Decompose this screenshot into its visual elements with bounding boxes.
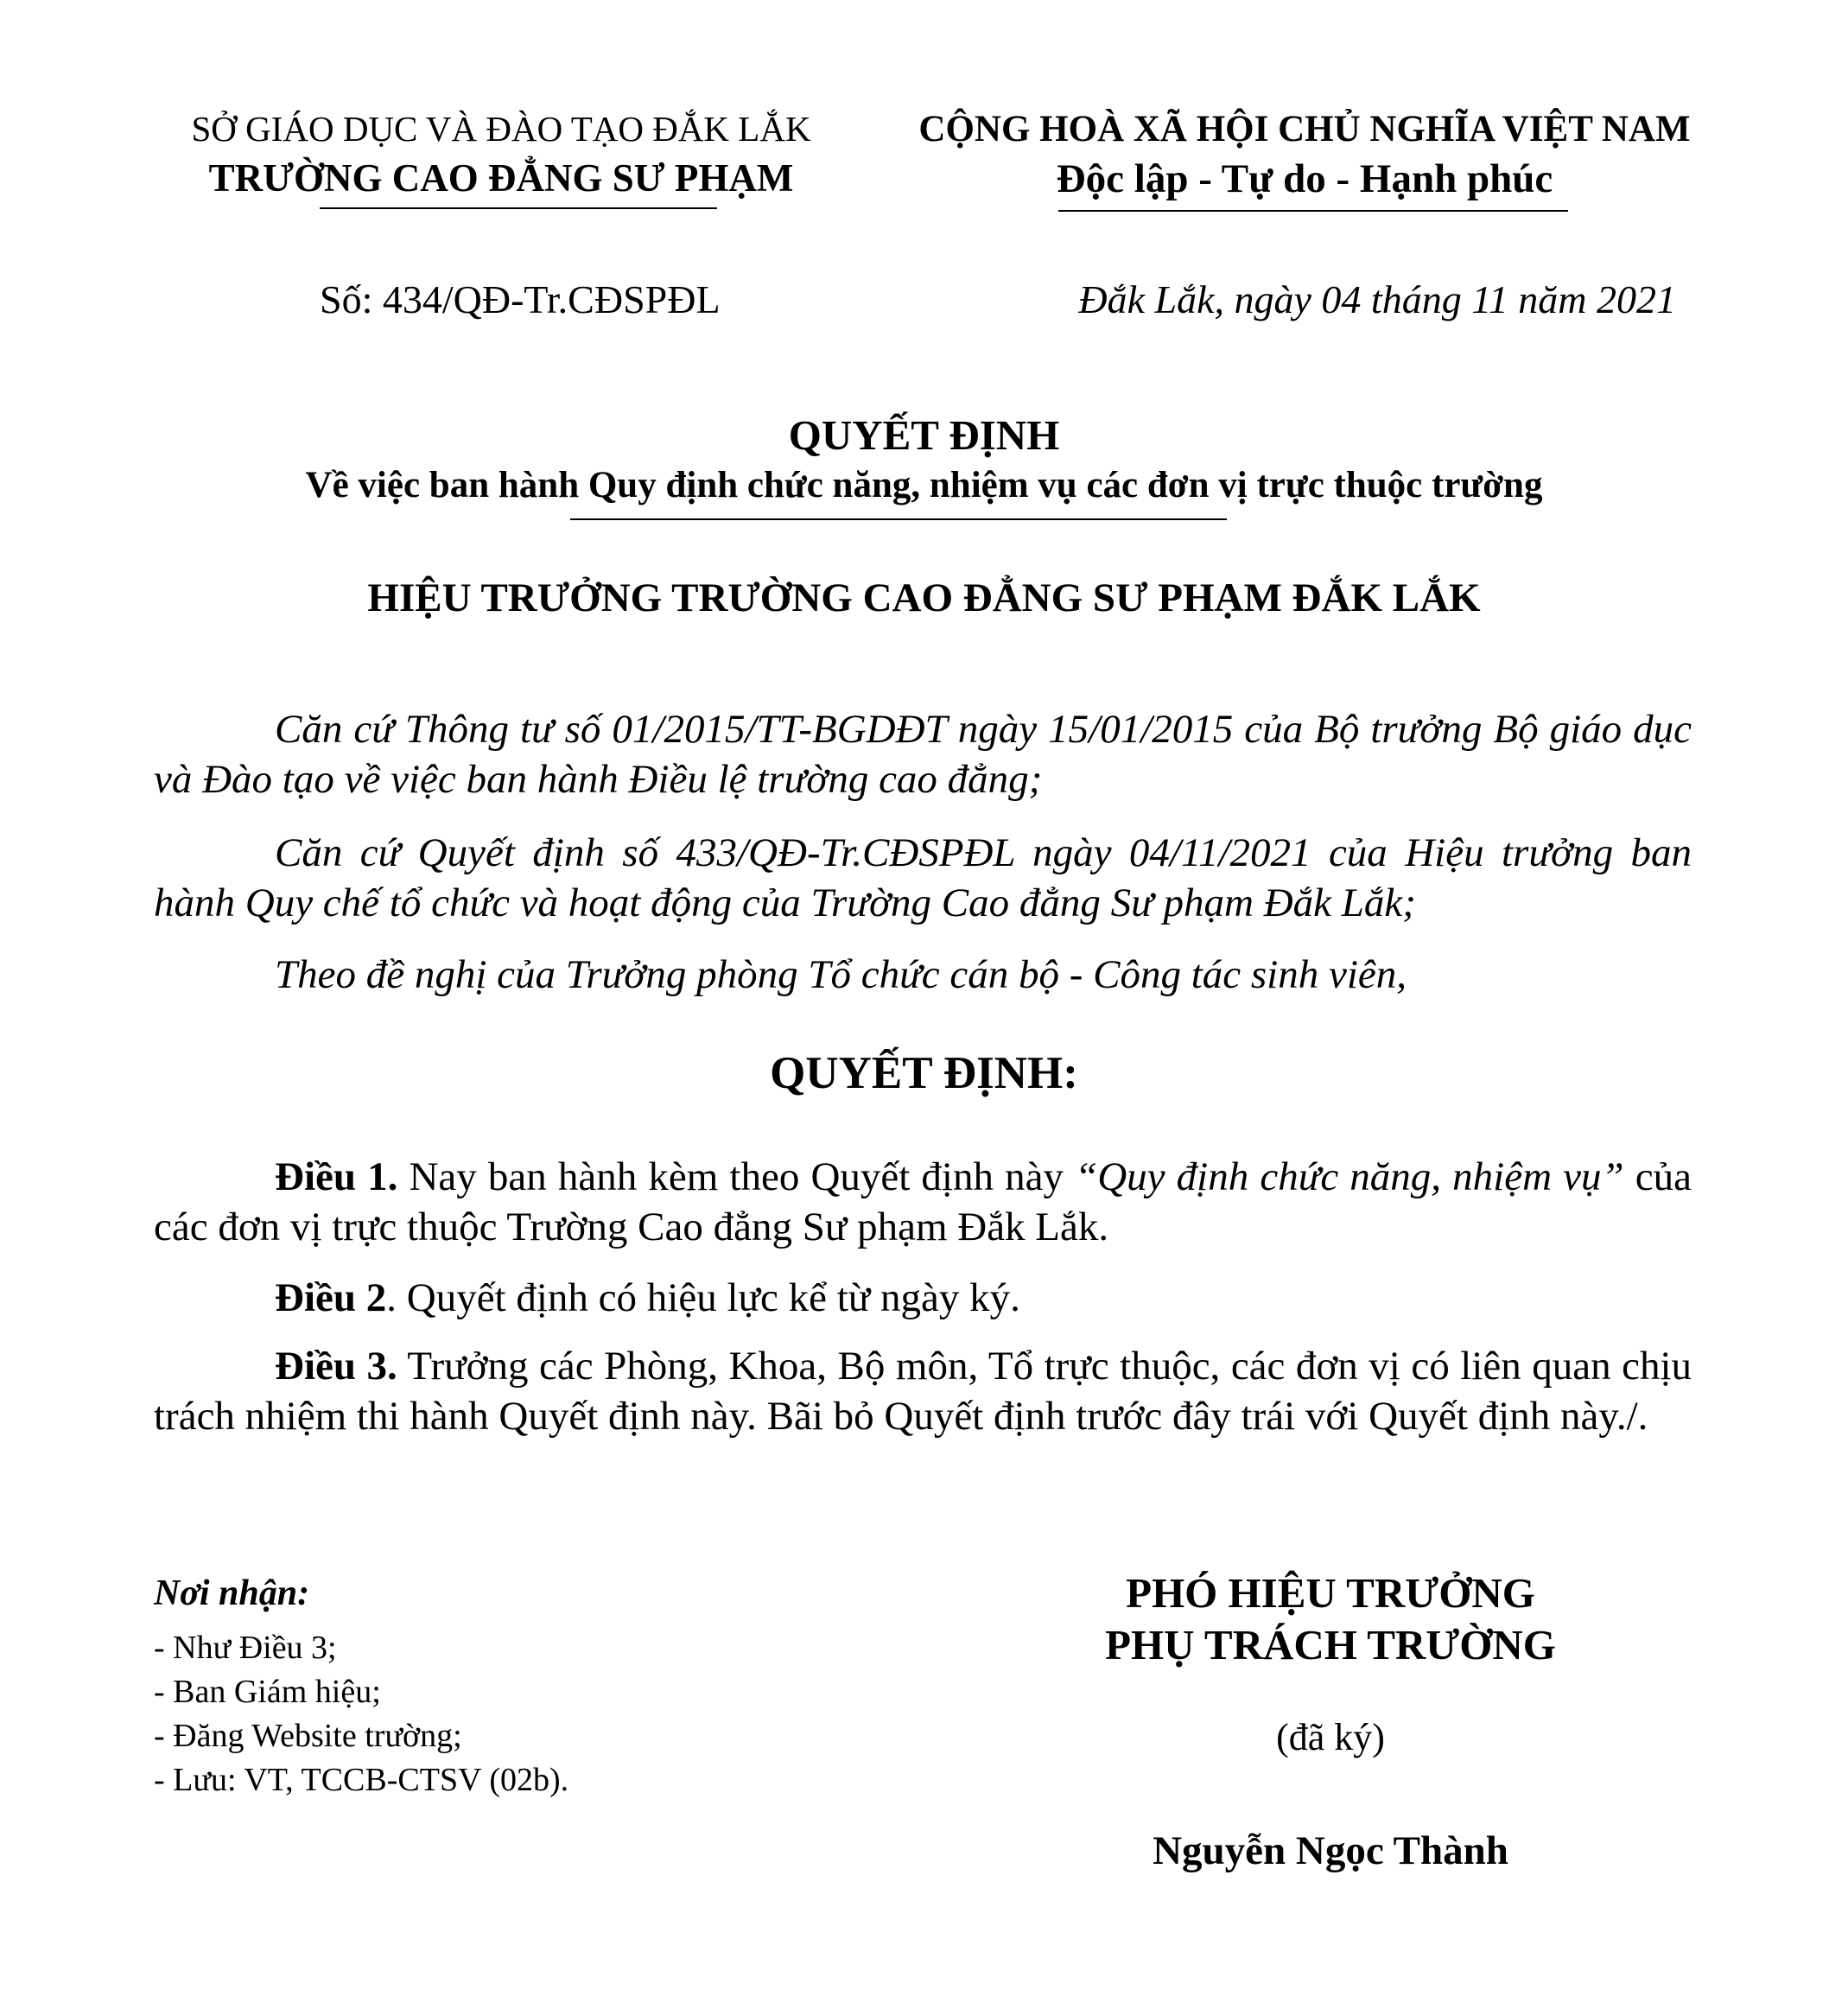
document-subtitle: Về việc ban hành Quy định chức năng, nhiệm vụ các đơn vị trực thuộc trường <box>305 465 1543 505</box>
recipients-title: Nơi nhận: <box>154 1573 310 1613</box>
recipient-item: - Đăng Website trường; <box>154 1718 462 1754</box>
document-title: QUYẾT ĐỊNH <box>788 411 1060 459</box>
signer-position-line2: PHỤ TRÁCH TRƯỜNG <box>1105 1621 1556 1669</box>
document-number: Số: 434/QĐ-Tr.CĐSPĐL <box>320 277 721 321</box>
issuing-school: TRƯỜNG CAO ĐẲNG SƯ PHẠM <box>208 156 794 200</box>
article-1-quote: “Quy định chức năng, nhiệm vụ” <box>1075 1154 1624 1199</box>
signed-note: (đã ký) <box>1276 1716 1385 1758</box>
issuing-department: SỞ GIÁO DỤC VÀ ĐÀO TẠO ĐẮK LẮK <box>191 109 811 149</box>
issuing-authority: HIỆU TRƯỞNG TRƯỜNG CAO ĐẲNG SƯ PHẠM ĐẮK LẮK <box>367 575 1481 620</box>
signer-position-line1: PHÓ HIỆU TRƯỞNG <box>1126 1569 1535 1617</box>
article-2 <box>154 1273 1692 1323</box>
recipient-item: - Ban Giám hiệu; <box>154 1674 381 1710</box>
article-3-text: Trưởng các Phòng, Khoa, Bộ môn, Tổ trực thuộc, các đơn vị có liên quan chịu trách nhiệm thi hành Quyết định này. Bãi bỏ Quyết định trước đây trái với Quyết định này./. <box>154 1344 1692 1439</box>
national-motto: Độc lập - Tự do - Hạnh phúc <box>1056 156 1553 201</box>
signer-name: Nguyễn Ngọc Thành <box>1153 1828 1508 1873</box>
decision-heading: QUYẾT ĐỊNH: <box>770 1048 1078 1098</box>
document-date: Đắk Lắk, ngày 04 tháng 11 năm 2021 <box>1078 277 1676 321</box>
article-1-label: Điều 1. <box>275 1154 398 1199</box>
header-right-underline <box>1058 210 1568 212</box>
article-1-text-before: Nay ban hành kèm theo Quyết định này <box>397 1154 1076 1199</box>
ground-paragraph-1: Căn cứ Thông tư số 01/2015/TT-BGDĐT ngày 15/01/2015 của Bộ trưởng Bộ giáo dục và Đào tạo về việc ban hành Điều lệ trường cao đẳng; <box>154 707 1692 802</box>
article-3 <box>154 1341 1692 1441</box>
header-left-underline <box>320 207 717 209</box>
article-3-label: Điều 3. <box>275 1344 397 1389</box>
ground-paragraph-2: Căn cứ Quyết định số 433/QĐ-Tr.CĐSPĐL ngày 04/11/2021 của Hiệu trưởng ban hành Quy chế tổ chức và hoạt động của Trường Cao đẳng Sư phạm Đắk Lắk; <box>154 830 1692 925</box>
article-2-label: Điều 2 <box>275 1275 387 1320</box>
article-2-text: . Quyết định có hiệu lực kể từ ngày ký. <box>386 1275 1020 1320</box>
subtitle-underline <box>570 518 1227 520</box>
recipient-item: - Lưu: VT, TCCB-CTSV (02b). <box>154 1762 569 1798</box>
national-title: CỘNG HOÀ XÃ HỘI CHỦ NGHĨA VIỆT NAM <box>918 109 1691 149</box>
article-1-text-after: của các đơn vị trực thuộc Trường Cao đẳng Sư phạm Đắk Lắk. <box>154 1154 1692 1249</box>
recipient-item: - Như Điều 3; <box>154 1630 337 1666</box>
ground-paragraph-3: Theo đề nghị của Trưởng phòng Tổ chức cán bộ - Công tác sinh viên, <box>275 952 1407 997</box>
article-1 <box>154 1152 1692 1252</box>
